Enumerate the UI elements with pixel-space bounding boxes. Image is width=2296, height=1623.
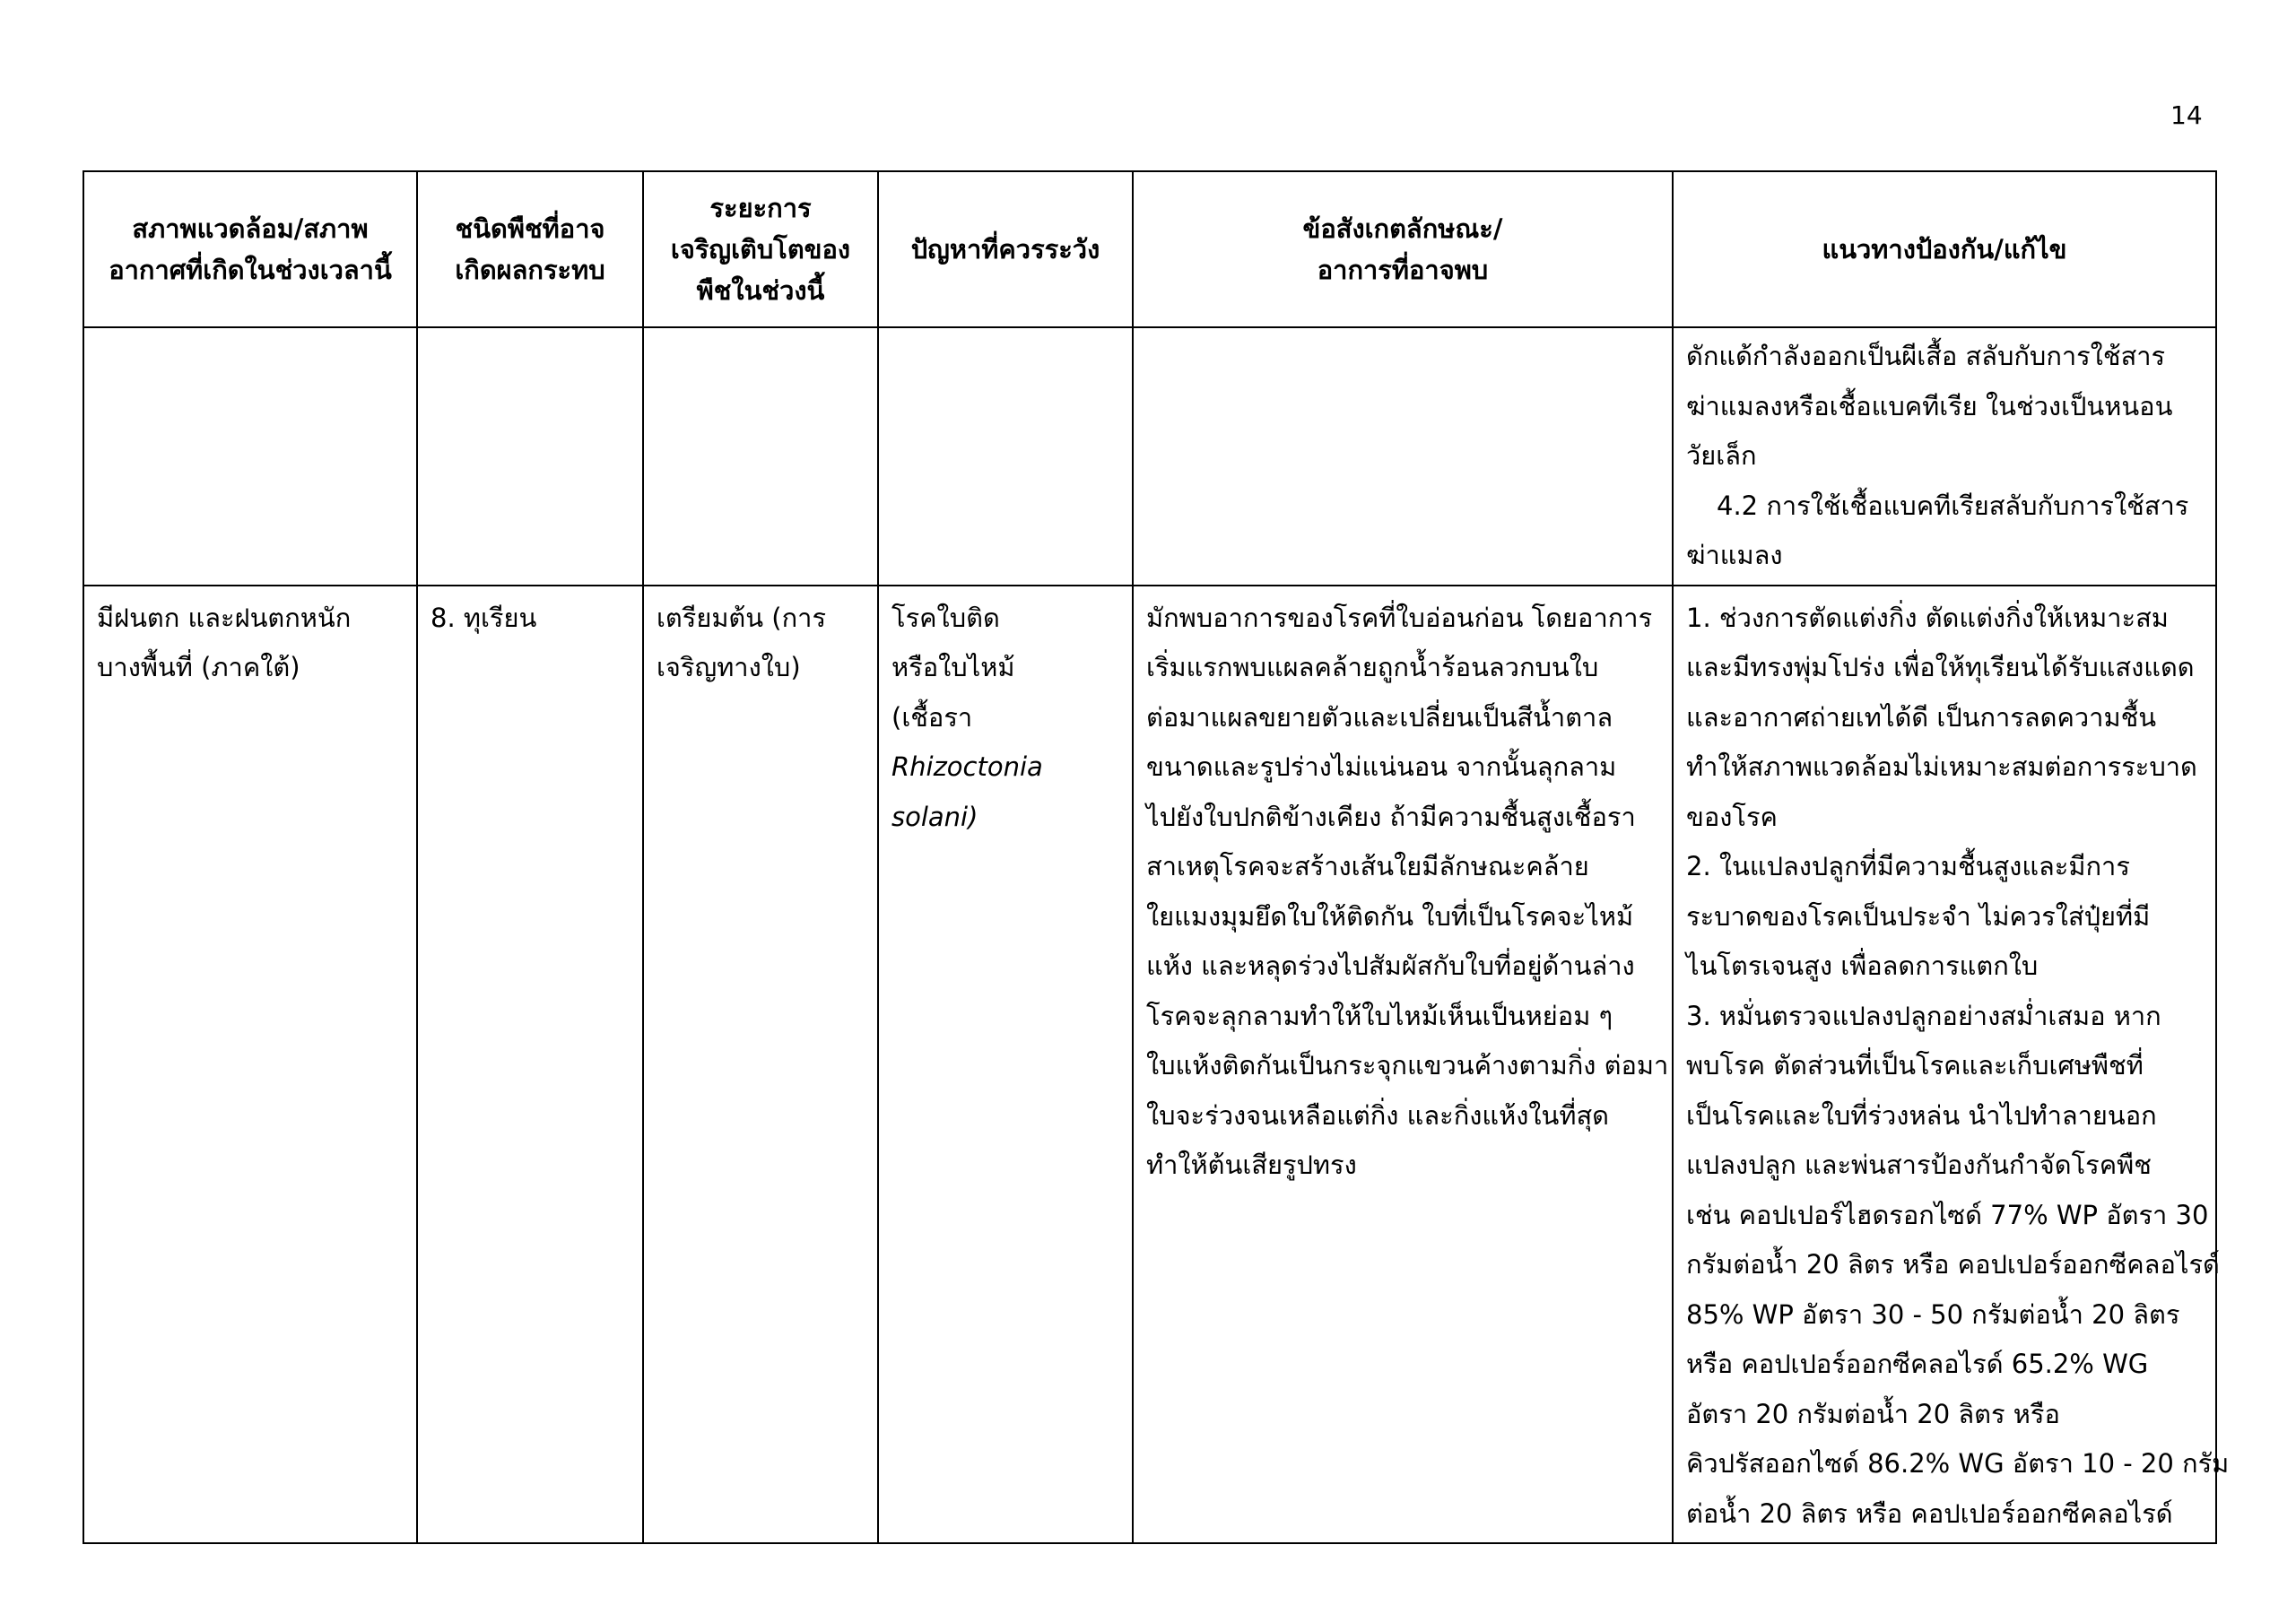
text-line: คิวปรัสออกไซด์ 86.2% WG อัตรา 10 - 20 กรัม (1686, 1448, 2230, 1479)
row1-problem-cell (878, 327, 1133, 586)
text-line: ใยแมงมุมยึดใบให้ติดกัน ใบที่เป็นโรคจะไหม้ (1146, 900, 1634, 932)
row1-symptoms-cell (1133, 327, 1673, 586)
text-line: 3. หมั่นตรวจแปลงปลูกอย่างสม่ำเสมอ หาก (1686, 1000, 2161, 1031)
text-line: ทำให้สภาพแวดล้อมไม่เหมาะสมต่อการระบาด (1686, 751, 2197, 782)
text-line: โรคใบติด (891, 602, 1000, 633)
row1-crop-cell (417, 327, 643, 586)
text-line: ต่อมาแผลขยายตัวและเปลี่ยนเป็นสีน้ำตาล (1146, 701, 1613, 733)
text-line: 2. ในแปลงปลูกที่มีความชื้นสูงและมีการ (1686, 851, 2130, 881)
row2-crop-cell (417, 586, 643, 1544)
row1-prevention-cell (1673, 327, 2216, 586)
text-line: แห้ง และหลุดร่วงไปสัมผัสกับใบที่อยู่ด้านล่าง (1146, 950, 1635, 981)
text-line: เริ่มแรกพบแผลคล้ายถูกน้ำร้อนลวกบนใบ (1146, 652, 1599, 682)
table-row (83, 327, 2216, 586)
text-line: มักพบอาการของโรคที่ใบอ่อนก่อน โดยอาการ (1146, 602, 1653, 633)
text-line: เป็นโรคและใบที่ร่วงหล่น นำไปทำลายนอก (1686, 1099, 2157, 1131)
text-line: ของโรค (1686, 801, 1778, 832)
text-line: ดักแด้กำลังออกเป็นผีเสื้อ สลับกับการใช้สาร (1686, 341, 2166, 371)
text-line: ขนาดและรูปร่างไม่แน่นอน จากนั้นลุกลาม (1146, 751, 1617, 782)
table-header-row (83, 171, 2216, 327)
row2-problem-cell (878, 586, 1133, 1544)
text-line: เช่น คอปเปอร์ไฮดรอกไซด์ 77% WP อัตรา 30 (1686, 1199, 2209, 1230)
text-line: หรือ คอปเปอร์ออกซีคลอไรด์ 65.2% WG (1686, 1349, 2149, 1379)
row2-symptoms-cell (1133, 586, 1673, 1544)
text-line: ใบแห้งติดกันเป็นกระจุกแขวนค้างตามกิ่ง ต่อมา (1146, 1050, 1669, 1081)
header-symptoms: ข้อสังเกตลักษณะ/ อาการที่อาจพบ (1133, 171, 1673, 327)
text-line: เตรียมต้น (การ (657, 602, 827, 633)
row1-environment-cell (83, 327, 417, 586)
header-problem: ปัญหาที่ควรระวัง (878, 171, 1133, 327)
row2-prevention-cell (1673, 586, 2230, 1544)
page-number: 14 (2170, 100, 2203, 130)
text-line: ทำให้ต้นเสียรูปทรง (1146, 1150, 1357, 1180)
text-line: (เชื้อรา (891, 701, 973, 733)
advisory-table (83, 170, 2230, 1544)
text-line: แปลงปลูก และพ่นสารป้องกันกำจัดโรคพืช (1686, 1150, 2152, 1180)
text-line: และอากาศถ่ายเทได้ดี เป็นการลดความชื้น (1686, 701, 2157, 733)
header-crop: ชนิดพืชที่อาจ เกิดผลกระทบ (417, 171, 643, 327)
text-line: และมีทรงพุ่มโปร่ง เพื่อให้ทุเรียนได้รับแสงแดด (1686, 652, 2195, 682)
text-line: วัยเล็ก (1686, 440, 1757, 471)
row2-stage-cell (643, 586, 878, 1544)
text-line: มีฝนตก และฝนตกหนัก (97, 602, 352, 633)
text-line: ใบจะร่วงจนเหลือแต่กิ่ง และกิ่งแห้งในที่สุด (1146, 1099, 1610, 1131)
header-environment: สภาพแวดล้อม/สภาพ อากาศที่เกิดในช่วงเวลานี้ (83, 171, 417, 327)
text-line: บางพื้นที่ (ภาคใต้) (97, 652, 300, 682)
text-line: พบโรค ตัดส่วนที่เป็นโรคและเก็บเศษพืชที่ (1686, 1050, 2144, 1081)
pathogen-name: Rhizoctonia (891, 751, 1043, 782)
text-line: หรือใบไหม้ (891, 652, 1015, 682)
text-line: ต่อน้ำ 20 ลิตร หรือ คอปเปอร์ออกซีคลอไรด์ (1686, 1497, 2173, 1529)
pathogen-name: solani) (891, 801, 978, 832)
text-line: อัตรา 20 กรัมต่อน้ำ 20 ลิตร หรือ (1686, 1398, 2060, 1429)
row1-stage-cell (643, 327, 878, 586)
table-row (83, 586, 2216, 1544)
text-line: กรัมต่อน้ำ 20 ลิตร หรือ คอปเปอร์ออกซีคลอไรด์ (1686, 1249, 2220, 1280)
header-prevention: แนวทางป้องกัน/แก้ไข (1673, 171, 2216, 327)
row2-environment-cell (83, 586, 417, 1544)
header-growth-stage: ระยะการ เจริญเติบโตของ พืชในช่วงนี้ (643, 171, 878, 327)
text-line: 8. ทุเรียน (430, 602, 537, 633)
text-line: โรคจะลุกลามทำให้ใบไหม้เห็นเป็นหย่อม ๆ (1146, 1000, 1613, 1031)
text-line: ฆ่าแมลง (1686, 540, 1783, 570)
text-line: 85% WP อัตรา 30 - 50 กรัมต่อน้ำ 20 ลิตร (1686, 1298, 2180, 1330)
text-line: 4.2 การใช้เชื้อแบคทีเรียสลับกับการใช้สาร (1717, 490, 2189, 521)
text-line: 1. ช่วงการตัดแต่งกิ่ง ตัดแต่งกิ่งให้เหมาะสม (1686, 602, 2169, 633)
text-line: ไปยังใบปกติข้างเคียง ถ้ามีความชื้นสูงเชื้อรา (1146, 801, 1636, 832)
text-line: สาเหตุโรคจะสร้างเส้นใยมีลักษณะคล้าย (1146, 851, 1589, 881)
text-line: ไนโตรเจนสูง เพื่อลดการแตกใบ (1686, 950, 2039, 981)
text-line: ระบาดของโรคเป็นประจำ ไม่ควรใส่ปุ๋ยที่มี (1686, 900, 2151, 932)
text-line: ฆ่าแมลงหรือเชื้อแบคทีเรีย ในช่วงเป็นหนอน (1686, 390, 2173, 421)
text-line: เจริญทางใบ) (657, 652, 801, 682)
